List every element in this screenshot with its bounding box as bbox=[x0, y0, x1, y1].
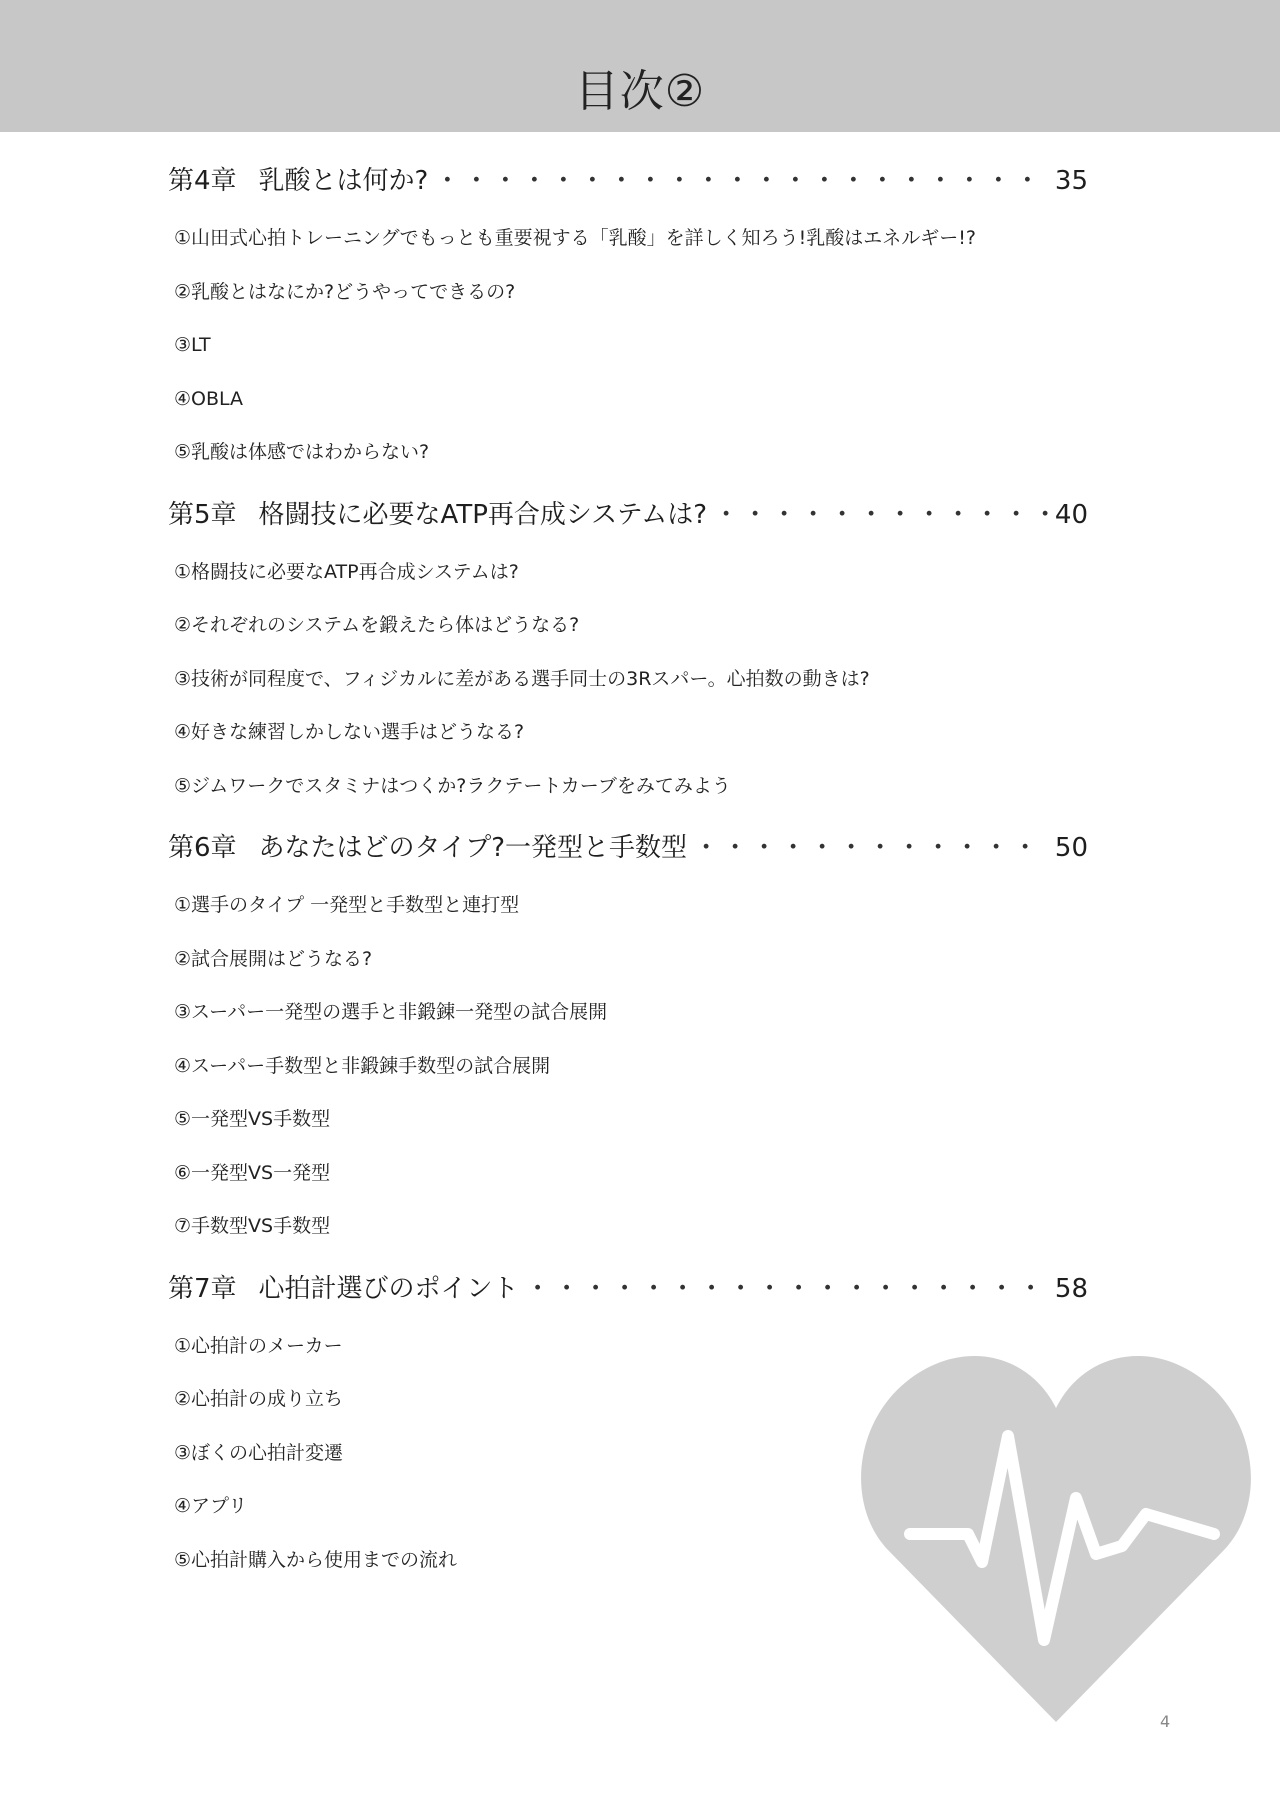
section-item[interactable]: ④アプリ bbox=[174, 1495, 248, 1517]
chapter-4 bbox=[168, 156, 1088, 480]
section-item[interactable]: ①格闘技に必要なATP再合成システムは? bbox=[174, 560, 519, 583]
page-title: 目次② bbox=[574, 66, 706, 117]
chapter-heading[interactable] bbox=[168, 823, 1088, 873]
section-list bbox=[174, 546, 1088, 814]
section-item[interactable]: ②それぞれのシステムを鍛えたら体はどうなる? bbox=[174, 614, 580, 636]
section-item[interactable]: ⑥一発型VS一発型 bbox=[174, 1161, 331, 1184]
chapter-heading[interactable] bbox=[168, 490, 1088, 540]
section-item[interactable]: ⑤ジムワークでスタミナはつくか?ラクテートカーブをみてみよう bbox=[174, 774, 731, 797]
section-item[interactable]: ②試合展開はどうなる? bbox=[174, 947, 373, 970]
leader-dots bbox=[525, 1264, 1049, 1314]
chapter-title: 格闘技に必要なATP再合成システムは? bbox=[258, 499, 708, 530]
leader-dots bbox=[713, 490, 1049, 540]
section-item[interactable]: ①山田式心拍トレーニングでもっとも重要視する「乳酸」を詳しく知ろう!乳酸はエネルギー!? bbox=[174, 227, 976, 249]
chapter-number: 第4章 bbox=[168, 166, 237, 196]
chapter-5 bbox=[168, 490, 1088, 814]
chapter-page-number: 35 bbox=[1054, 166, 1088, 196]
chapter-heading[interactable] bbox=[168, 1264, 1088, 1314]
section-list bbox=[174, 212, 1088, 480]
section-item[interactable]: ①心拍計のメーカー bbox=[174, 1334, 343, 1357]
section-item[interactable]: ③技術が同程度で、フィジカルに差がある選手同士の3Rスパー。心拍数の動きは? bbox=[174, 667, 870, 690]
chapter-title: あなたはどのタイプ?一発型と手数型 bbox=[258, 833, 688, 863]
section-item[interactable]: ③LT bbox=[174, 334, 211, 356]
section-item[interactable]: ④好きな練習しかしない選手はどうなる? bbox=[174, 721, 525, 743]
page-number: 4 bbox=[1160, 1712, 1171, 1731]
section-item[interactable]: ②心拍計の成り立ち bbox=[174, 1388, 344, 1410]
section-item[interactable]: ③ぼくの心拍計変遷 bbox=[174, 1441, 344, 1464]
chapter-title: 心拍計選びのポイント bbox=[258, 1273, 519, 1304]
section-item[interactable]: ③スーパー一発型の選手と非鍛錬一発型の試合展開 bbox=[174, 1001, 608, 1023]
section-item[interactable]: ⑤一発型VS手数型 bbox=[174, 1108, 331, 1130]
heart-pulse-icon bbox=[860, 1338, 1252, 1722]
chapter-6 bbox=[168, 823, 1088, 1254]
section-item[interactable]: ⑤乳酸は体感ではわからない? bbox=[174, 441, 430, 463]
chapter-page-number: 50 bbox=[1054, 833, 1088, 863]
section-list bbox=[174, 879, 1088, 1254]
chapter-page-number: 58 bbox=[1054, 1273, 1088, 1304]
chapter-heading[interactable] bbox=[168, 156, 1088, 206]
chapter-number: 第7章 bbox=[168, 1273, 237, 1304]
chapter-title: 乳酸とは何か? bbox=[258, 166, 429, 196]
section-item[interactable]: ①選手のタイプ 一発型と手数型と連打型 bbox=[174, 894, 520, 916]
leader-dots bbox=[434, 156, 1049, 206]
section-item[interactable]: ④OBLA bbox=[174, 387, 244, 410]
section-item[interactable]: ④スーパー手数型と非鍛錬手数型の試合展開 bbox=[174, 1054, 551, 1077]
chapter-page-number: 40 bbox=[1054, 499, 1088, 530]
chapter-number: 第5章 bbox=[168, 499, 237, 530]
leader-dots bbox=[693, 823, 1049, 873]
section-item[interactable]: ⑦手数型VS手数型 bbox=[174, 1215, 331, 1237]
chapter-number: 第6章 bbox=[168, 833, 237, 863]
section-item[interactable]: ②乳酸とはなにか?どうやってできるの? bbox=[174, 280, 516, 303]
section-item[interactable]: ⑤心拍計購入から使用までの流れ bbox=[174, 1548, 458, 1571]
